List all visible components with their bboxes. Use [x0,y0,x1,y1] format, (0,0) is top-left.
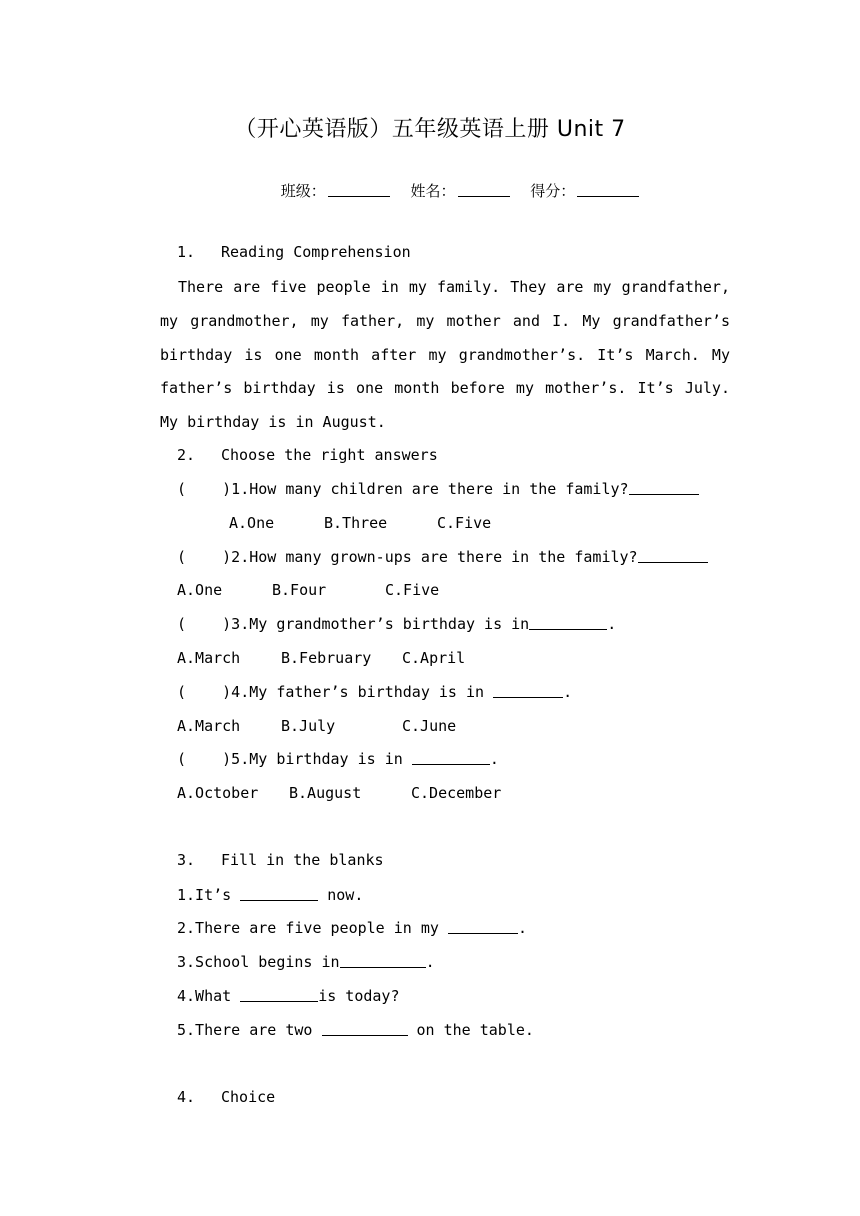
section-heading-choice [177,1088,275,1106]
section-number: 2. [177,446,196,464]
section-heading-fill [177,851,384,869]
fill-suffix: now. [318,886,364,904]
fill-suffix: . [517,919,527,937]
option-c: C.Five [437,514,492,532]
option-a: A.March [177,649,241,667]
student-info-row [0,180,860,201]
answer-blank[interactable] [529,615,607,630]
fill-suffix: is today? [318,987,400,1005]
fill-blank[interactable] [240,987,318,1002]
option-b: B.July [281,717,336,735]
question-2 [177,548,708,566]
fill-text: 4.What [177,987,241,1005]
fill-blank[interactable] [240,886,318,901]
fill-item-3 [177,953,435,971]
question-suffix: . [607,615,617,633]
question-text: ( )4.My father’s birthday is in [177,683,494,701]
option-a: A.One [229,514,275,532]
section-title: Choose the right answers [221,446,438,464]
question-text: ( )3.My grandmother’s birthday is in [177,615,530,633]
fill-text: 3.School begins in [177,953,340,971]
option-c: C.December [411,784,502,802]
fill-item-1 [177,886,363,904]
question-5 [177,750,499,768]
section-heading-reading [177,243,411,261]
option-c: C.Five [385,581,440,599]
name-label: 姓名： [410,182,456,200]
fill-blank[interactable] [322,1021,408,1036]
class-label: 班级： [280,182,326,200]
score-blank[interactable] [577,182,639,197]
section-number: 4. [177,1088,196,1106]
name-blank[interactable] [458,182,510,197]
fill-text: 1.It’s [177,886,241,904]
section-number: 1. [177,243,196,261]
question-suffix: . [489,750,499,768]
fill-suffix: . [425,953,435,971]
fill-text: 5.There are two [177,1021,322,1039]
fill-item-4 [177,987,400,1005]
answer-blank[interactable] [638,548,708,563]
option-b: B.Three [324,514,388,532]
question-3 [177,615,616,633]
fill-suffix: on the table. [407,1021,534,1039]
option-c: C.April [402,649,466,667]
score-label: 得分： [530,182,576,200]
option-c: C.June [402,717,457,735]
page-title: （开心英语版）五年级英语上册 Unit 7 [234,117,626,142]
reading-passage: There are five people in my family. They are my grandfather, my grandmother, my father, my mother and I. My grandfather’s birthday is one month after my grandmother’s. It’s March. My father’s birthday is one month before my mother’s. It’s July. My birthday is in August. [160,278,730,432]
fill-blank[interactable] [448,919,518,934]
option-b: B.August [289,784,362,802]
fill-item-5 [177,1021,534,1039]
question-text: ( )2.How many grown-ups are there in the family? [177,548,638,566]
section-title: Reading Comprehension [221,243,411,261]
option-a: A.March [177,717,241,735]
option-b: B.February [281,649,372,667]
question-text: ( )5.My birthday is in [177,750,412,768]
option-a: A.One [177,581,223,599]
answer-blank[interactable] [629,480,699,495]
question-1 [177,480,699,498]
answer-blank[interactable] [493,683,563,698]
question-4 [177,683,572,701]
fill-item-2 [177,919,527,937]
option-b: B.Four [272,581,327,599]
fill-blank[interactable] [340,953,426,968]
option-a: A.October [177,784,259,802]
class-blank[interactable] [328,182,390,197]
question-suffix: . [563,683,573,701]
answer-blank[interactable] [412,750,490,765]
fill-text: 2.There are five people in my [177,919,448,937]
section-number: 3. [177,851,196,869]
section-heading-choose [177,446,438,464]
question-text: ( )1.How many children are there in the family? [177,480,629,498]
section-title: Choice [221,1088,276,1106]
section-title: Fill in the blanks [221,851,384,869]
